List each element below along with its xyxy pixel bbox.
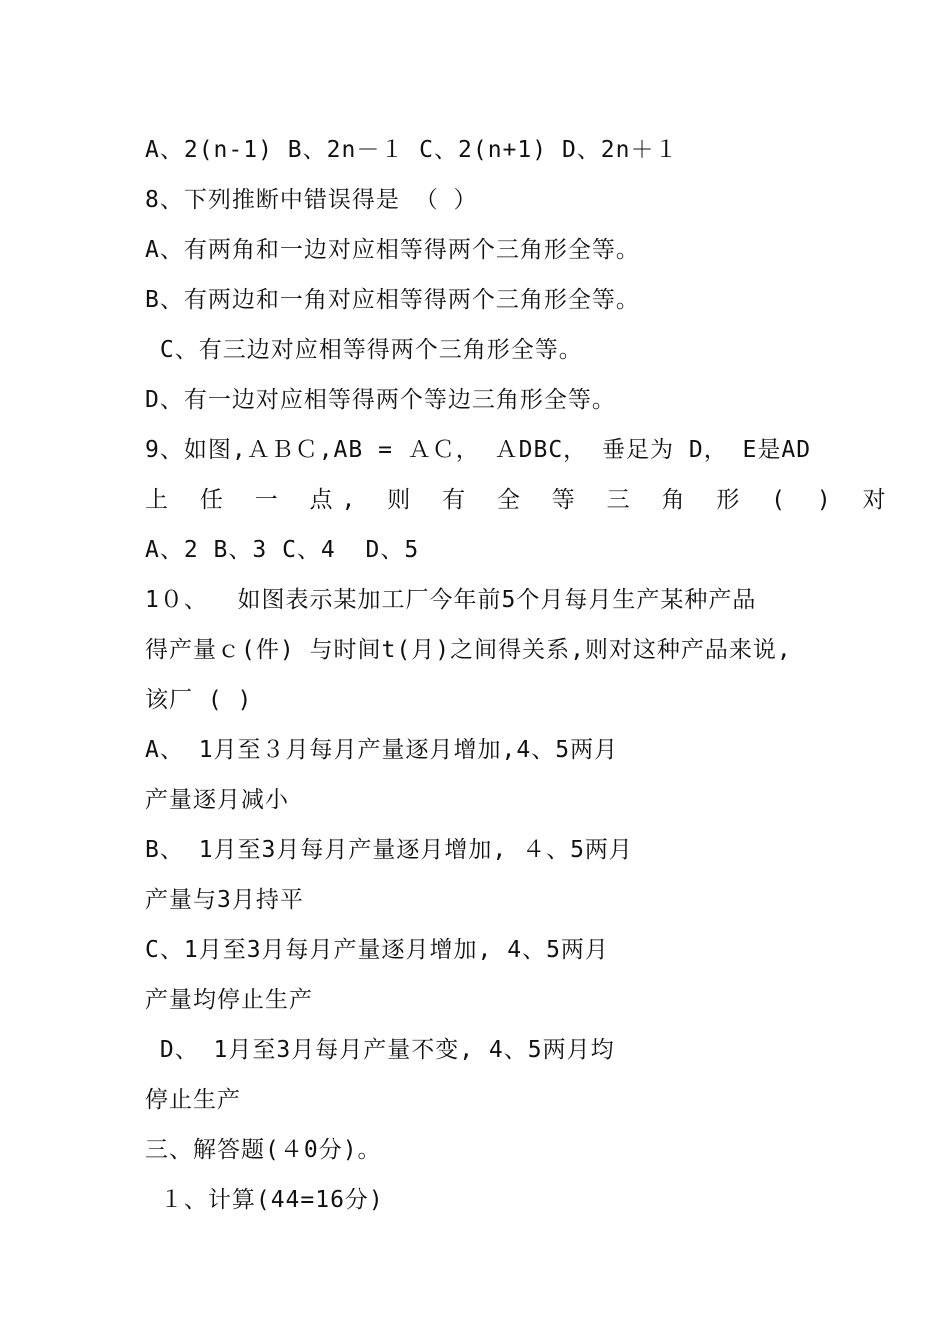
question-9-continued: 上 任 一 点, 则 有 全 等 三 角 形 ( ) 对 — [145, 487, 895, 513]
question-9: 9、如图,ＡＢＣ,AB = ＡＣ， ＡDBC， 垂足为 D， E是AD — [145, 437, 812, 463]
option-a-q8: A、有两角和一边对应相等得两个三角形全等。 — [145, 237, 640, 263]
option-a-q10-continued: 产量逐月减小 — [145, 787, 289, 813]
option-d-q8: D、有一边对应相等得两个等边三角形全等。 — [145, 387, 616, 413]
option-b-q10-continued: 产量与3月持平 — [145, 887, 304, 913]
problem-1-heading: １、计算(44=16分) — [145, 1187, 384, 1213]
option-b-q8: B、有两边和一角对应相等得两个三角形全等。 — [145, 287, 640, 313]
option-a-q10: A、 1月至３月每月产量逐月增加,4、5两月 — [145, 737, 619, 763]
question-10-end: 该厂 ( ) — [145, 687, 253, 713]
question-10: 1０、 如图表示某加工厂今年前5个月每月生产某种产品 — [145, 587, 757, 613]
option-d-q10-continued: 停止生产 — [145, 1087, 241, 1113]
option-c-q10-continued: 产量均停止生产 — [145, 987, 313, 1013]
option-line-q7: A、2(n-1) B、2n－１ C、2(n+1) D、2n＋１ — [145, 137, 679, 163]
option-c-q10: C、1月至3月每月产量逐月增加, 4、5两月 — [145, 937, 609, 963]
question-10-continued: 得产量ｃ(件) 与时间t(月)之间得关系,则对这种产品来说, — [145, 637, 792, 663]
option-b-q10: B、 1月至3月每月产量逐月增加, ４、5两月 — [145, 837, 633, 863]
question-8: 8、下列推断中错误得是 （ ） — [145, 187, 478, 213]
section-heading: 三、解答题(４0分)。 — [145, 1137, 382, 1163]
option-line-q9: A、2 B、3 C、4 D、5 — [145, 537, 420, 563]
option-c-q8: C、有三边对应相等得两个三角形全等。 — [145, 337, 583, 363]
option-d-q10: D、 1月至3月每月产量不变, 4、5两月均 — [145, 1037, 615, 1063]
